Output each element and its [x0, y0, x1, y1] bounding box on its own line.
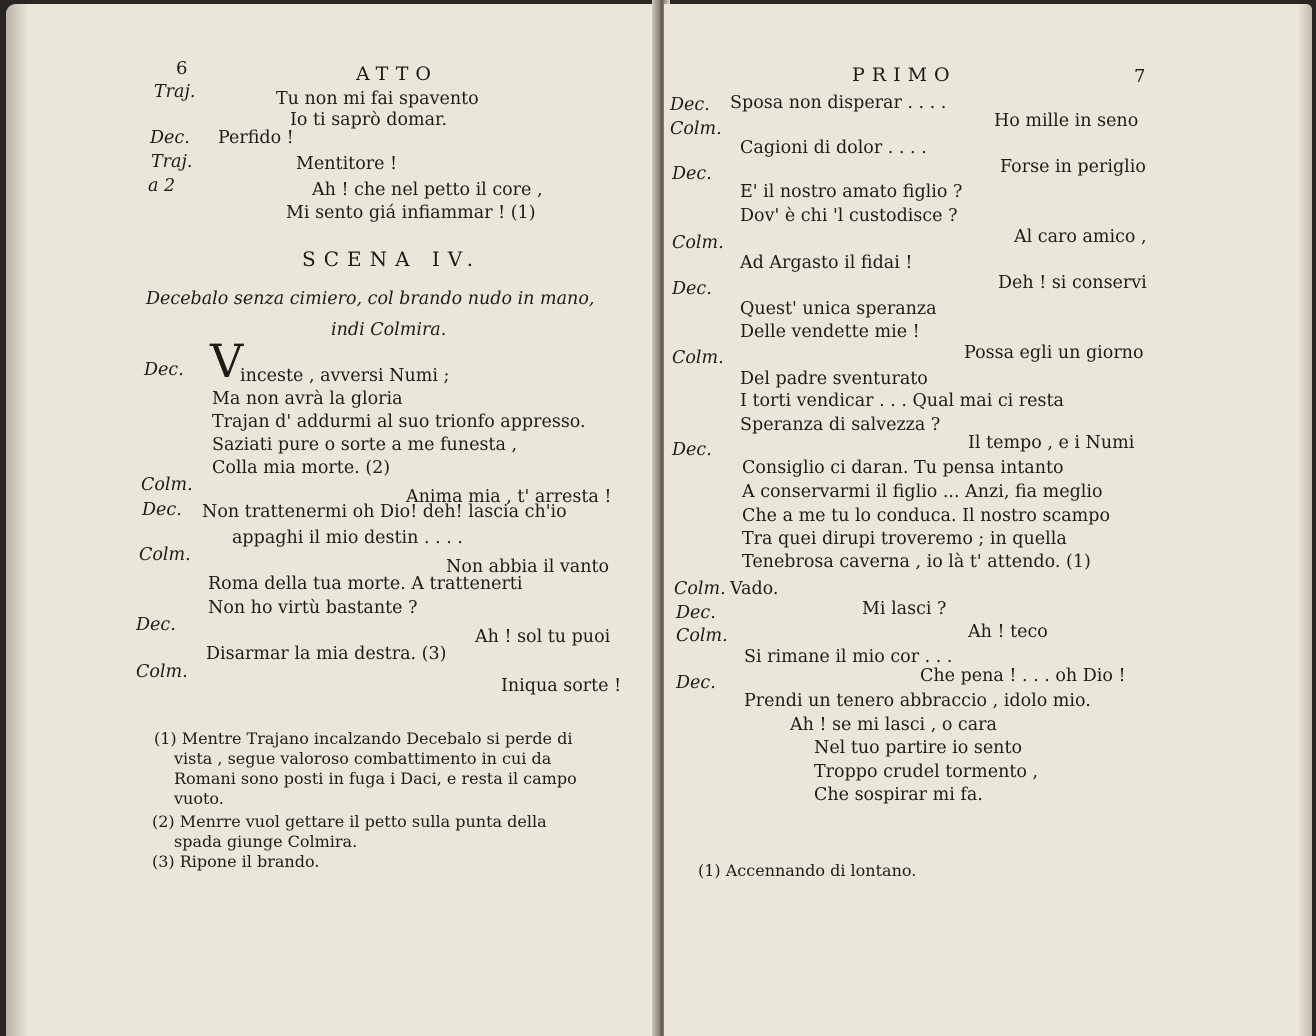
- verse-line: Non trattenermi oh Dio! deh! lascia ch'io: [202, 502, 567, 522]
- verse-line: Saziati pure o sorte a me funesta ,: [212, 435, 518, 455]
- verse-line: Iniqua sorte !: [501, 676, 622, 696]
- footnote: (3) Ripone il brando.: [152, 852, 320, 871]
- verse-line: Io ti saprò domar.: [290, 110, 448, 130]
- speaker-label: Colm.: [672, 233, 724, 253]
- verse-line: Troppo crudel tormento ,: [814, 762, 1039, 782]
- verse-line: Non ho virtù bastante ?: [208, 598, 418, 618]
- verse-line: E' il nostro amato figlio ?: [740, 182, 963, 202]
- verse-line: Cagioni di dolor . . . .: [740, 138, 927, 158]
- verse-line: Ah ! che nel petto il core ,: [312, 180, 543, 200]
- verse-line: Che pena ! . . . oh Dio !: [920, 666, 1126, 686]
- verse-line: Anima mia , t' arresta !: [406, 487, 612, 507]
- verse-line: Sposa non disperar . . . .: [730, 93, 947, 113]
- verse-line: appaghi il mio destin . . . .: [232, 528, 463, 548]
- verse-line: Deh ! si conservi: [998, 273, 1147, 293]
- verse-line: Ho mille in seno: [994, 111, 1139, 131]
- verse-line: Del padre sventurato: [740, 369, 928, 389]
- verse-line: Ma non avrà la gloria: [212, 389, 403, 409]
- verse-line: Colla mia morte. (2): [212, 458, 391, 478]
- verse-line: Ad Argasto il fidai !: [740, 253, 913, 273]
- verse-line: Vado.: [730, 579, 779, 599]
- scene-title: SCENA IV.: [302, 247, 482, 271]
- stage-direction: indi Colmira.: [331, 320, 447, 340]
- speaker-label: Traj.: [154, 82, 196, 102]
- verse-line: Si rimane il mio cor . . .: [744, 647, 953, 667]
- speaker-label: Colm.: [672, 348, 724, 368]
- footnote: spada giunge Colmira.: [174, 832, 358, 851]
- verse-line: Mi lasci ?: [862, 599, 947, 619]
- verse-line: Che a me tu lo conduca. Il nostro scampo: [742, 506, 1110, 526]
- verse-line: Perfido !: [218, 128, 294, 148]
- verse-line: Dov' è chi 'l custodisce ?: [740, 206, 958, 226]
- verse-line: Mi sento giá infiammar ! (1): [286, 203, 536, 223]
- right-page: [664, 4, 1312, 1036]
- speaker-label: Dec.: [676, 673, 716, 693]
- speaker-label: Colm.: [670, 119, 722, 139]
- verse-line: Nel tuo partire io sento: [814, 738, 1023, 758]
- speaker-label: a 2: [148, 176, 176, 196]
- verse-line: Mentitore !: [296, 154, 398, 174]
- verse-line: Forse in periglio: [1000, 157, 1146, 177]
- verse-line: Ah ! sol tu puoi: [475, 627, 611, 647]
- verse-line: I torti vendicar . . . Qual mai ci resta: [740, 391, 1064, 411]
- left-page: [6, 4, 658, 1036]
- verse-line: Roma della tua morte. A trattenerti: [208, 574, 523, 594]
- verse-line: Tenebrosa caverna , io là t' attendo. (1): [742, 552, 1091, 572]
- verse-line: Tu non mi fai spavento: [276, 89, 479, 109]
- verse-line: Disarmar la mia destra. (3): [206, 644, 447, 664]
- running-header: ATTO: [356, 63, 438, 85]
- speaker-label: Dec.: [142, 500, 182, 520]
- verse-line: Consiglio ci daran. Tu pensa intanto: [742, 458, 1064, 478]
- verse-line: Non abbia il vanto: [446, 557, 610, 577]
- verse-line: Ah ! teco: [968, 622, 1048, 642]
- speaker-label: Dec.: [670, 95, 710, 115]
- verse-line: Che sospirar mi fa.: [814, 785, 983, 805]
- footnote: vuoto.: [174, 789, 224, 808]
- speaker-label: Dec.: [672, 279, 712, 299]
- page-number: 6: [176, 58, 188, 79]
- speaker-label: Dec.: [144, 360, 184, 380]
- footnote: Romani sono posti in fuga i Daci, e resta il campo: [174, 769, 577, 788]
- footnote: (2) Menrre vuol gettare il petto sulla punta della: [152, 812, 547, 831]
- speaker-label: Colm.: [136, 662, 188, 682]
- speaker-label: Dec.: [150, 128, 190, 148]
- speaker-label: Dec.: [672, 440, 712, 460]
- verse-line: Ah ! se mi lasci , o cara: [790, 715, 997, 735]
- verse-line: inceste , avversi Numi ;: [240, 366, 450, 386]
- verse-line: Tra quei dirupi troveremo ; in quella: [742, 529, 1067, 549]
- verse-line: Al caro amico ,: [1014, 227, 1147, 247]
- speaker-label: Dec.: [672, 164, 712, 184]
- footnote: (1) Mentre Trajano incalzando Decebalo si perde di: [154, 729, 573, 748]
- speaker-label: Colm.: [676, 626, 728, 646]
- stage-direction: Decebalo senza cimiero, col brando nudo in mano,: [146, 289, 595, 309]
- speaker-label: Dec.: [136, 615, 176, 635]
- footnote: vista , segue valoroso combattimento in cui da: [174, 749, 552, 768]
- speaker-label: Dec.: [676, 603, 716, 623]
- verse-line: Delle vendette mie !: [740, 322, 920, 342]
- footnote: (1) Accennando di lontano.: [698, 861, 917, 880]
- verse-line: Trajan d' addurmi al suo trionfo appresso.: [212, 412, 586, 432]
- verse-line: Quest' unica speranza: [740, 299, 937, 319]
- speaker-label: Colm.: [141, 475, 193, 495]
- speaker-label: Colm.: [674, 579, 726, 599]
- verse-line: Il tempo , e i Numi: [968, 433, 1135, 453]
- speaker-label: Colm.: [139, 545, 191, 565]
- drop-cap: V: [210, 334, 244, 388]
- verse-line: Speranza di salvezza ?: [740, 415, 941, 435]
- verse-line: Prendi un tenero abbraccio , idolo mio.: [744, 691, 1091, 711]
- speaker-label: Traj.: [151, 152, 193, 172]
- verse-line: Possa egli un giorno: [964, 343, 1144, 363]
- verse-line: A conservarmi il figlio ... Anzi, fia meglio: [742, 482, 1103, 502]
- page-number: 7: [1134, 66, 1146, 87]
- running-header: PRIMO: [852, 64, 957, 86]
